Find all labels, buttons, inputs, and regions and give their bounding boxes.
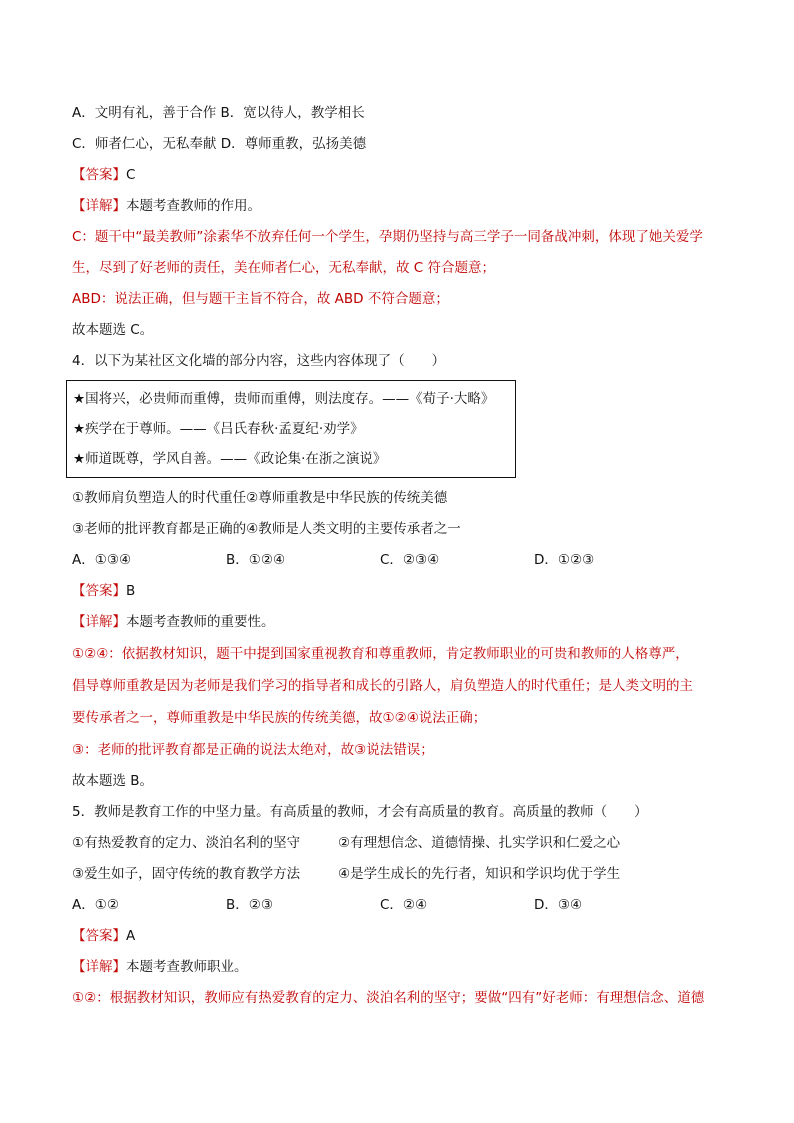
q5-statement-4: ④是学生成长的先行者，知识和学识均优于学生 [338,866,621,882]
q4-conclusion: 故本题选 B。 [72,773,154,789]
q3-options-row1: A．文明有礼，善于合作 B．宽以待人，教学相长 [72,105,365,121]
quote-line: ★国将兴，必贵师而重傅，贵师而重傅，则法度存。——《荀子·大略》 [73,391,495,407]
q4-quote-box [66,380,516,478]
q4-detail [72,612,275,632]
detail-tag: 【详解】 [72,614,126,630]
q5-answer [72,926,135,946]
q5-stem: 5．教师是教育工作的中坚力量。有高质量的教师，才会有高质量的教育。高质量的教师（ ） [72,804,648,820]
q3-options-row2: C．师者仁心，无私奉献 D．尊师重教，弘扬美德 [72,136,367,152]
q4-explanation-1a: ①②④：依据教材知识，题干中提到国家重视教育和尊重教师，肯定教师职业的可贵和教师的人格尊严， [72,646,689,662]
q4-stem: 4．以下为某社区文化墙的部分内容，这些内容体现了（ ） [72,353,446,369]
q4-explanation-1b: 倡导尊师重教是因为老师是我们学习的指导者和成长的引路人，肩负塑造人的时代重任；是人类文明的主 [72,678,693,694]
q4-choice-b: B．①②④ [226,552,286,568]
q4-choice-c: C．②③④ [380,552,440,568]
q5-statement-2: ②有理想信念、道德情操、扎实学识和仁爱之心 [338,835,621,851]
answer-tag: 【答案】 [72,583,126,599]
q4-statements-2: ③老师的批评教育都是正确的④教师是人类文明的主要传承者之一 [72,521,461,537]
q5-statement-3: ③爱生如子，固守传统的教育教学方法 [72,866,301,882]
q5-statement-1: ①有热爱教育的定力、淡泊名利的坚守 [72,835,301,851]
answer-value: B [126,583,136,599]
q5-choice-b: B．②③ [226,897,273,913]
q4-statements-1: ①教师肩负塑造人的时代重任②尊师重教是中华民族的传统美德 [72,490,448,506]
q3-detail [72,196,261,216]
q4-explanation-2: ③：老师的批评教育都是正确的说法太绝对，故③说法错误； [72,742,434,758]
answer-tag: 【答案】 [72,928,126,944]
quote-line: ★疾学在于尊师。——《吕氏春秋·孟夏纪·劝学》 [73,421,364,437]
q3-answer [72,165,135,185]
detail-text: 本题考查教师的作用。 [126,198,261,214]
q5-choice-c: C．②④ [380,897,428,913]
detail-text: 本题考查教师职业。 [126,959,248,975]
q3-explanation-1b: 生，尽到了好老师的责任，美在师者仁心，无私奉献，故 C 符合题意； [72,260,496,276]
q5-choice-d: D．③④ [534,897,583,913]
q5-detail [72,957,248,977]
answer-tag: 【答案】 [72,167,126,183]
detail-text: 本题考查教师的重要性。 [126,614,275,630]
detail-tag: 【详解】 [72,959,126,975]
detail-tag: 【详解】 [72,198,126,214]
q3-conclusion: 故本题选 C。 [72,322,154,338]
q4-answer [72,581,135,601]
q4-choice-d: D．①②③ [534,552,595,568]
q5-explanation-1a: ①②：根据教材知识，教师应有热爱教育的定力、淡泊名利的坚守；要做“四有”好老师：有理想信念、道德 [72,990,705,1006]
quote-line: ★师道既尊，学风自善。——《政论集·在浙之演说》 [73,451,387,467]
answer-value: C [126,167,136,183]
answer-value: A [126,928,136,944]
q3-explanation-1a: C：题干中“最美教师”涂素华不放弃任何一个学生，孕期仍坚持与高三学子一同备战冲刺，体现了她关爱学 [72,229,703,245]
q4-explanation-1c: 要传承者之一，尊师重教是中华民族的传统美德，故①②④说法正确； [72,710,487,726]
q3-explanation-2: ABD：说法正确，但与题干主旨不符合，故 ABD 不符合题意； [72,291,449,307]
q5-choice-a: A．①② [72,897,119,913]
q4-choice-a: A．①③④ [72,552,132,568]
